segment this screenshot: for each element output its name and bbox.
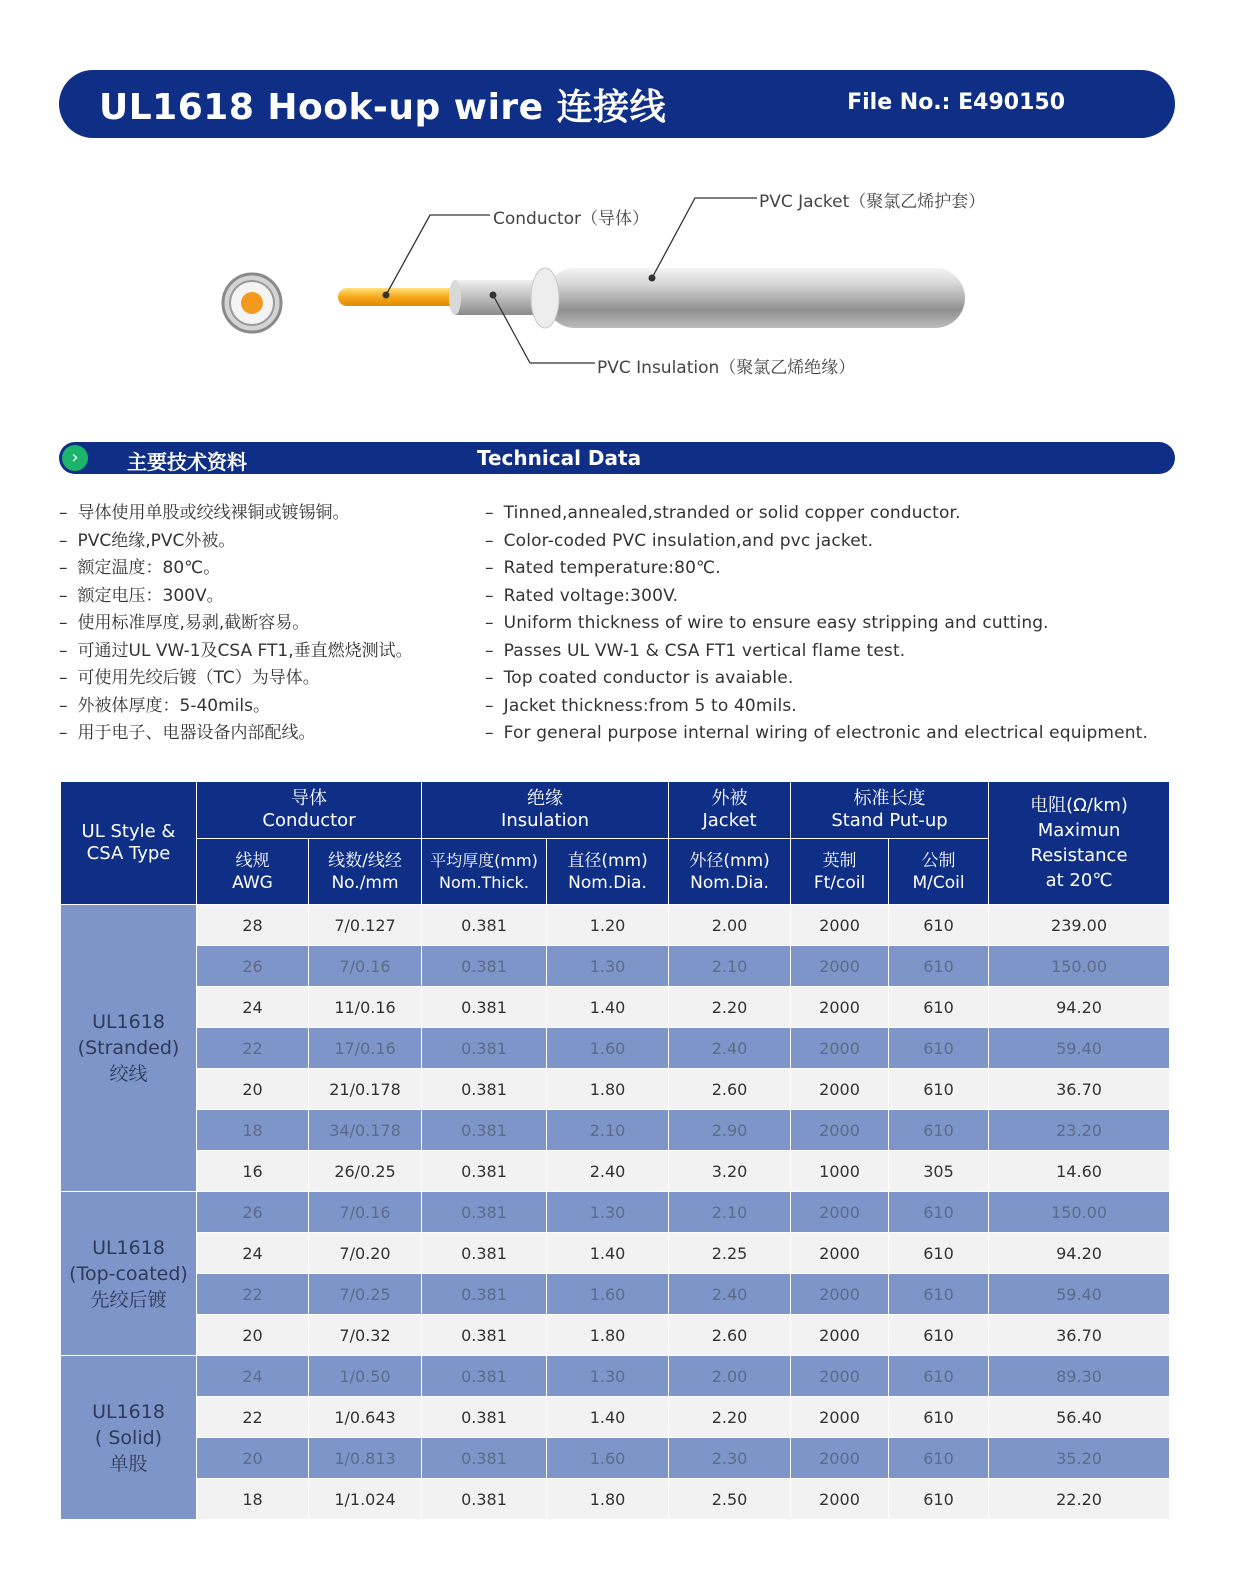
table-cell: 1/0.643 xyxy=(309,1397,422,1438)
jacket-shape xyxy=(545,268,965,328)
table-cell: 36.70 xyxy=(989,1069,1170,1110)
table-cell: 2000 xyxy=(791,1274,889,1315)
header-jacket: 外被 Jacket xyxy=(669,782,791,839)
header-od: 外径(mm) Nom.Dia. xyxy=(669,839,791,905)
table-cell: 2.10 xyxy=(669,946,791,987)
table-cell: 20 xyxy=(197,1315,309,1356)
table-row xyxy=(61,1151,1170,1192)
table-cell: 2000 xyxy=(791,1315,889,1356)
header-thick: 平均厚度(mm) Nom.Thick. xyxy=(422,839,547,905)
list-item: – 可使用先绞后镀（TC）为导体。 xyxy=(59,665,413,693)
list-item: – For general purpose internal wiring of electronic and electrical equipment. xyxy=(485,720,1148,748)
table-cell: 26/0.25 xyxy=(309,1151,422,1192)
feature-list-cn xyxy=(59,500,413,748)
spec-table-body xyxy=(61,905,1170,1520)
table-cell: 610 xyxy=(889,1438,989,1479)
list-item: – PVC绝缘,PVC外被。 xyxy=(59,528,413,556)
table-cell: 610 xyxy=(889,987,989,1028)
table-cell: 0.381 xyxy=(422,1028,547,1069)
table-cell: 2.00 xyxy=(669,905,791,946)
table-cell: 2000 xyxy=(791,1192,889,1233)
table-cell: 22 xyxy=(197,1274,309,1315)
table-cell: 0.381 xyxy=(422,1356,547,1397)
type-group-cell: UL1618 (Top-coated) 先绞后镀 xyxy=(61,1192,197,1356)
table-cell: 2000 xyxy=(791,1356,889,1397)
list-item: – Uniform thickness of wire to ensure easy stripping and cutting. xyxy=(485,610,1148,638)
table-cell: 1000 xyxy=(791,1151,889,1192)
header-awg: 线规 AWG xyxy=(197,839,309,905)
table-cell: 7/0.16 xyxy=(309,1192,422,1233)
table-cell: 17/0.16 xyxy=(309,1028,422,1069)
table-cell: 2000 xyxy=(791,1438,889,1479)
table-cell: 18 xyxy=(197,1479,309,1520)
table-cell: 2000 xyxy=(791,1479,889,1520)
title-bar xyxy=(59,70,1175,138)
table-cell: 610 xyxy=(889,1110,989,1151)
table-row xyxy=(61,1274,1170,1315)
table-cell: 2.10 xyxy=(547,1110,669,1151)
section-title-cn: 主要技术资料 xyxy=(127,450,247,474)
table-row xyxy=(61,1356,1170,1397)
table-cell: 150.00 xyxy=(989,1192,1170,1233)
table-cell: 24 xyxy=(197,987,309,1028)
table-cell: 2.60 xyxy=(669,1069,791,1110)
list-item: – Tinned,annealed,stranded or solid copper conductor. xyxy=(485,500,1148,528)
table-cell: 7/0.25 xyxy=(309,1274,422,1315)
table-cell: 22 xyxy=(197,1397,309,1438)
file-number: File No.: E490150 xyxy=(847,90,1065,115)
table-cell: 24 xyxy=(197,1356,309,1397)
table-row xyxy=(61,1479,1170,1520)
table-cell: 7/0.127 xyxy=(309,905,422,946)
list-item: – Passes UL VW-1 & CSA FT1 vertical flame test. xyxy=(485,638,1148,666)
table-cell: 18 xyxy=(197,1110,309,1151)
header-putup: 标准长度 Stand Put-up xyxy=(791,782,989,839)
table-cell: 239.00 xyxy=(989,905,1170,946)
table-cell: 34/0.178 xyxy=(309,1110,422,1151)
table-cell: 2000 xyxy=(791,946,889,987)
table-cell: 1/0.813 xyxy=(309,1438,422,1479)
type-group-cell: UL1618 ( Solid) 单股 xyxy=(61,1356,197,1520)
list-item: – 导体使用单股或绞线裸铜或镀锡铜。 xyxy=(59,500,413,528)
table-cell: 2.90 xyxy=(669,1110,791,1151)
table-cell: 2000 xyxy=(791,1397,889,1438)
table-cell: 610 xyxy=(889,1274,989,1315)
header-dia: 直径(mm) Nom.Dia. xyxy=(547,839,669,905)
header-insulation: 绝缘 Insulation xyxy=(422,782,669,839)
table-row xyxy=(61,1028,1170,1069)
list-item: – Rated voltage:300V. xyxy=(485,583,1148,611)
table-cell: 2000 xyxy=(791,1069,889,1110)
table-cell: 1.30 xyxy=(547,1356,669,1397)
table-cell: 1.30 xyxy=(547,946,669,987)
table-cell: 1.40 xyxy=(547,1397,669,1438)
table-cell: 59.40 xyxy=(989,1274,1170,1315)
table-cell: 7/0.20 xyxy=(309,1233,422,1274)
table-cell: 2.40 xyxy=(547,1151,669,1192)
conductor-shape xyxy=(338,288,458,306)
cross-section-icon xyxy=(223,274,281,332)
table-cell: 36.70 xyxy=(989,1315,1170,1356)
table-cell: 14.60 xyxy=(989,1151,1170,1192)
spec-table xyxy=(60,781,1170,1520)
table-cell: 21/0.178 xyxy=(309,1069,422,1110)
table-cell: 0.381 xyxy=(422,1315,547,1356)
table-cell: 11/0.16 xyxy=(309,987,422,1028)
table-cell: 26 xyxy=(197,946,309,987)
table-cell: 89.30 xyxy=(989,1356,1170,1397)
table-cell: 2.40 xyxy=(669,1274,791,1315)
table-row xyxy=(61,987,1170,1028)
table-cell: 0.381 xyxy=(422,1069,547,1110)
table-cell: 56.40 xyxy=(989,1397,1170,1438)
table-cell: 2.20 xyxy=(669,1397,791,1438)
table-cell: 2000 xyxy=(791,1233,889,1274)
table-cell: 150.00 xyxy=(989,946,1170,987)
table-cell: 28 xyxy=(197,905,309,946)
table-cell: 0.381 xyxy=(422,905,547,946)
table-cell: 2000 xyxy=(791,1028,889,1069)
list-item: – Rated temperature:80℃. xyxy=(485,555,1148,583)
table-cell: 24 xyxy=(197,1233,309,1274)
table-cell: 22.20 xyxy=(989,1479,1170,1520)
list-item: – 外被体厚度：5-40mils。 xyxy=(59,693,413,721)
table-cell: 610 xyxy=(889,1069,989,1110)
table-cell: 1.60 xyxy=(547,1438,669,1479)
header-ft: 英制 Ft/coil xyxy=(791,839,889,905)
table-cell: 610 xyxy=(889,1479,989,1520)
table-cell: 1.80 xyxy=(547,1315,669,1356)
table-cell: 610 xyxy=(889,1028,989,1069)
list-item: – 额定电压：300V。 xyxy=(59,583,413,611)
table-cell: 7/0.16 xyxy=(309,946,422,987)
table-cell: 20 xyxy=(197,1438,309,1479)
table-cell: 1/1.024 xyxy=(309,1479,422,1520)
table-row xyxy=(61,1192,1170,1233)
table-cell: 610 xyxy=(889,1356,989,1397)
table-cell: 0.381 xyxy=(422,1438,547,1479)
table-cell: 1.80 xyxy=(547,1479,669,1520)
table-cell: 0.381 xyxy=(422,1192,547,1233)
table-cell: 2.50 xyxy=(669,1479,791,1520)
insulation-label: PVC Insulation（聚氯乙烯绝缘） xyxy=(597,358,856,378)
table-cell: 2000 xyxy=(791,1110,889,1151)
table-cell: 7/0.32 xyxy=(309,1315,422,1356)
feature-list-en xyxy=(485,500,1148,748)
table-cell: 1.20 xyxy=(547,905,669,946)
list-item: – 使用标准厚度,易剥,截断容易。 xyxy=(59,610,413,638)
table-cell: 16 xyxy=(197,1151,309,1192)
table-cell: 23.20 xyxy=(989,1110,1170,1151)
section-title-en: Technical Data xyxy=(477,446,642,470)
table-cell: 2000 xyxy=(791,905,889,946)
table-cell: 94.20 xyxy=(989,1233,1170,1274)
table-cell: 35.20 xyxy=(989,1438,1170,1479)
table-cell: 610 xyxy=(889,946,989,987)
table-cell: 20 xyxy=(197,1069,309,1110)
table-row xyxy=(61,946,1170,987)
table-cell: 0.381 xyxy=(422,1479,547,1520)
table-cell: 1.30 xyxy=(547,1192,669,1233)
table-cell: 94.20 xyxy=(989,987,1170,1028)
table-cell: 3.20 xyxy=(669,1151,791,1192)
header-strand: 线数/线经 No./mm xyxy=(309,839,422,905)
list-item: – Jacket thickness:from 5 to 40mils. xyxy=(485,693,1148,721)
table-row xyxy=(61,1397,1170,1438)
table-cell: 0.381 xyxy=(422,1397,547,1438)
table-cell: 2.25 xyxy=(669,1233,791,1274)
table-cell: 1.40 xyxy=(547,1233,669,1274)
table-cell: 610 xyxy=(889,1315,989,1356)
table-cell: 0.381 xyxy=(422,946,547,987)
table-row xyxy=(61,1315,1170,1356)
table-cell: 1.40 xyxy=(547,987,669,1028)
chevron-right-icon: › xyxy=(62,445,88,471)
table-cell: 305 xyxy=(889,1151,989,1192)
list-item: – Color-coded PVC insulation,and pvc jacket. xyxy=(485,528,1148,556)
table-cell: 2.10 xyxy=(669,1192,791,1233)
table-cell: 22 xyxy=(197,1028,309,1069)
section-header xyxy=(59,442,1175,474)
list-item: – 用于电子、电器设备内部配线。 xyxy=(59,720,413,748)
table-cell: 610 xyxy=(889,1233,989,1274)
table-cell: 0.381 xyxy=(422,1151,547,1192)
table-cell: 2.60 xyxy=(669,1315,791,1356)
table-cell: 0.381 xyxy=(422,1110,547,1151)
header-resistance: 电阻(Ω/km) Maximun Resistance at 20℃ xyxy=(989,782,1170,905)
table-cell: 2000 xyxy=(791,987,889,1028)
table-row xyxy=(61,1069,1170,1110)
header-type: UL Style & CSA Type xyxy=(61,782,197,905)
list-item: – 额定温度：80℃。 xyxy=(59,555,413,583)
conductor-label: Conductor（导体） xyxy=(493,209,650,229)
table-cell: 59.40 xyxy=(989,1028,1170,1069)
table-cell: 2.40 xyxy=(669,1028,791,1069)
table-row xyxy=(61,1438,1170,1479)
jacket-label: PVC Jacket（聚氯乙烯护套） xyxy=(759,192,986,212)
table-cell: 0.381 xyxy=(422,987,547,1028)
table-cell: 1.80 xyxy=(547,1069,669,1110)
table-cell: 610 xyxy=(889,905,989,946)
table-cell: 610 xyxy=(889,1192,989,1233)
cable-diagram xyxy=(0,170,1244,400)
table-row xyxy=(61,905,1170,946)
header-m: 公制 M/Coil xyxy=(889,839,989,905)
table-cell: 0.381 xyxy=(422,1233,547,1274)
header-conductor: 导体 Conductor xyxy=(197,782,422,839)
list-item: – Top coated conductor is avaiable. xyxy=(485,665,1148,693)
type-group-cell: UL1618 (Stranded) 绞线 xyxy=(61,905,197,1192)
table-row xyxy=(61,1233,1170,1274)
table-cell: 1.60 xyxy=(547,1274,669,1315)
page-title: UL1618 Hook-up wire 连接线 xyxy=(99,87,667,128)
table-cell: 0.381 xyxy=(422,1274,547,1315)
table-cell: 610 xyxy=(889,1397,989,1438)
table-cell: 1/0.50 xyxy=(309,1356,422,1397)
table-cell: 2.00 xyxy=(669,1356,791,1397)
list-item: – 可通过UL VW-1及CSA FT1,垂直燃烧测试。 xyxy=(59,638,413,666)
table-cell: 2.30 xyxy=(669,1438,791,1479)
table-row xyxy=(61,1110,1170,1151)
table-cell: 1.60 xyxy=(547,1028,669,1069)
table-cell: 26 xyxy=(197,1192,309,1233)
table-cell: 2.20 xyxy=(669,987,791,1028)
